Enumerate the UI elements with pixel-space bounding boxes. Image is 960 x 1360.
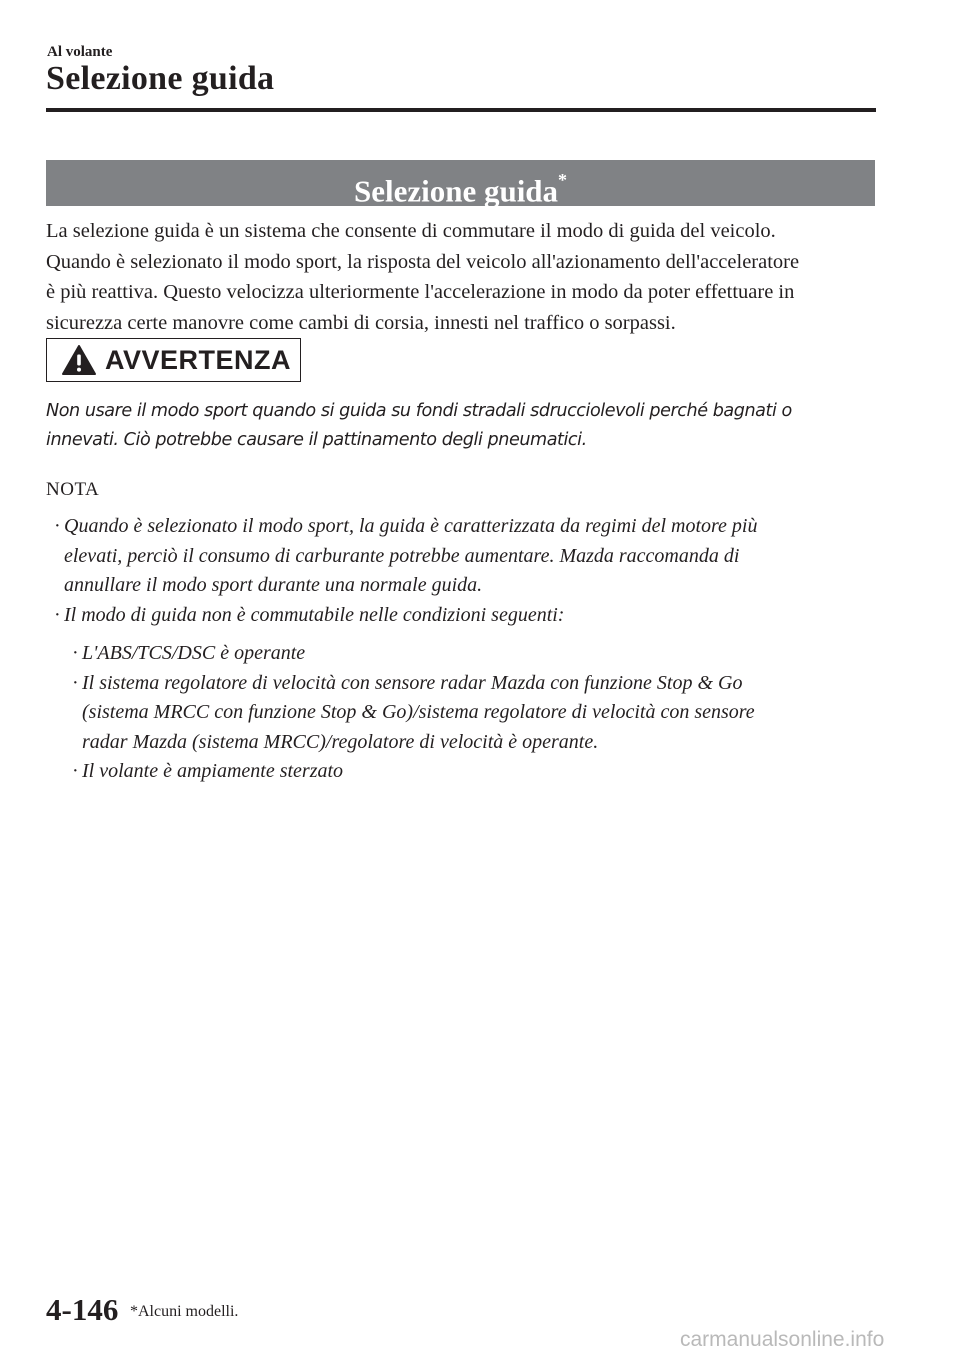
note-line: L'ABS/TCS/DSC è operante: [82, 642, 306, 664]
note-list: [46, 512, 886, 787]
note-line: Quando è selezionato il modo sport, la guida è caratterizzata da regimi del motore più: [64, 515, 758, 537]
bullet: ·: [72, 642, 79, 664]
list-item: [46, 512, 886, 601]
warning-line: innevati. Ciò potrebbe causare il pattinamento degli pneumatici.: [46, 430, 587, 450]
sub-list-item: [46, 669, 886, 758]
note-label: NOTA: [46, 479, 100, 500]
section-title: Selezione guida: [353, 173, 559, 209]
footnote: *Alcuni modelli.: [130, 1303, 239, 1320]
note-line: (sistema MRCC con funzione Stop & Go)/sistema regolatore di velocità con sensore: [82, 701, 755, 723]
body-line: La selezione guida è un sistema che consente di commutare il modo di guida del veicolo.: [46, 220, 776, 242]
warning-triangle-icon: [61, 344, 97, 376]
bullet: ·: [54, 603, 61, 626]
warning-line: Non usare il modo sport quando si guida su fondi stradali sdrucciolevoli perché bagnati o: [46, 401, 792, 421]
body-line: Quando è selezionato il modo sport, la risposta del veicolo all'azionamento dell'acceleratore: [46, 250, 800, 273]
note-line: annullare il modo sport durante una normale guida.: [64, 574, 483, 596]
bullet: ·: [54, 515, 61, 537]
note-line: Il volante è ampiamente sterzato: [82, 760, 344, 782]
bullet: ·: [72, 760, 79, 782]
sub-list-item: [46, 639, 886, 669]
body-line: sicurezza certe manovre come cambi di corsia, innesti nel traffico o sorpassi.: [46, 311, 676, 334]
header-divider: [46, 108, 876, 112]
page-number: 4-146: [46, 1292, 119, 1327]
note-line: Il modo di guida non è commutabile nelle condizioni seguenti:: [64, 603, 565, 626]
footnote-marker: *: [558, 170, 568, 190]
warning-label: AVVERTENZA: [105, 344, 292, 375]
sub-list-item: [46, 757, 886, 787]
warning-box: [46, 338, 301, 382]
watermark: carmanualsonline.info: [680, 1328, 885, 1351]
chapter-label: Al volante: [47, 44, 113, 60]
body-line: è più reattiva. Questo velocizza ulteriormente l'accelerazione in modo da poter effettuare in: [46, 281, 795, 303]
note-line: Il sistema regolatore di velocità con sensore radar Mazda con funzione Stop & Go: [82, 671, 743, 694]
section-heading: [46, 160, 875, 209]
list-item: [46, 601, 886, 631]
note-line: elevati, perciò il consumo di carburante potrebbe aumentare. Mazda raccomanda di: [64, 544, 740, 567]
note-line: radar Mazda (sistema MRCC)/regolatore di velocità è operante.: [82, 730, 599, 753]
page-title: Selezione guida: [46, 60, 275, 97]
warning-text: [46, 397, 906, 455]
intro-paragraph: [46, 216, 891, 338]
bullet: ·: [72, 671, 79, 694]
